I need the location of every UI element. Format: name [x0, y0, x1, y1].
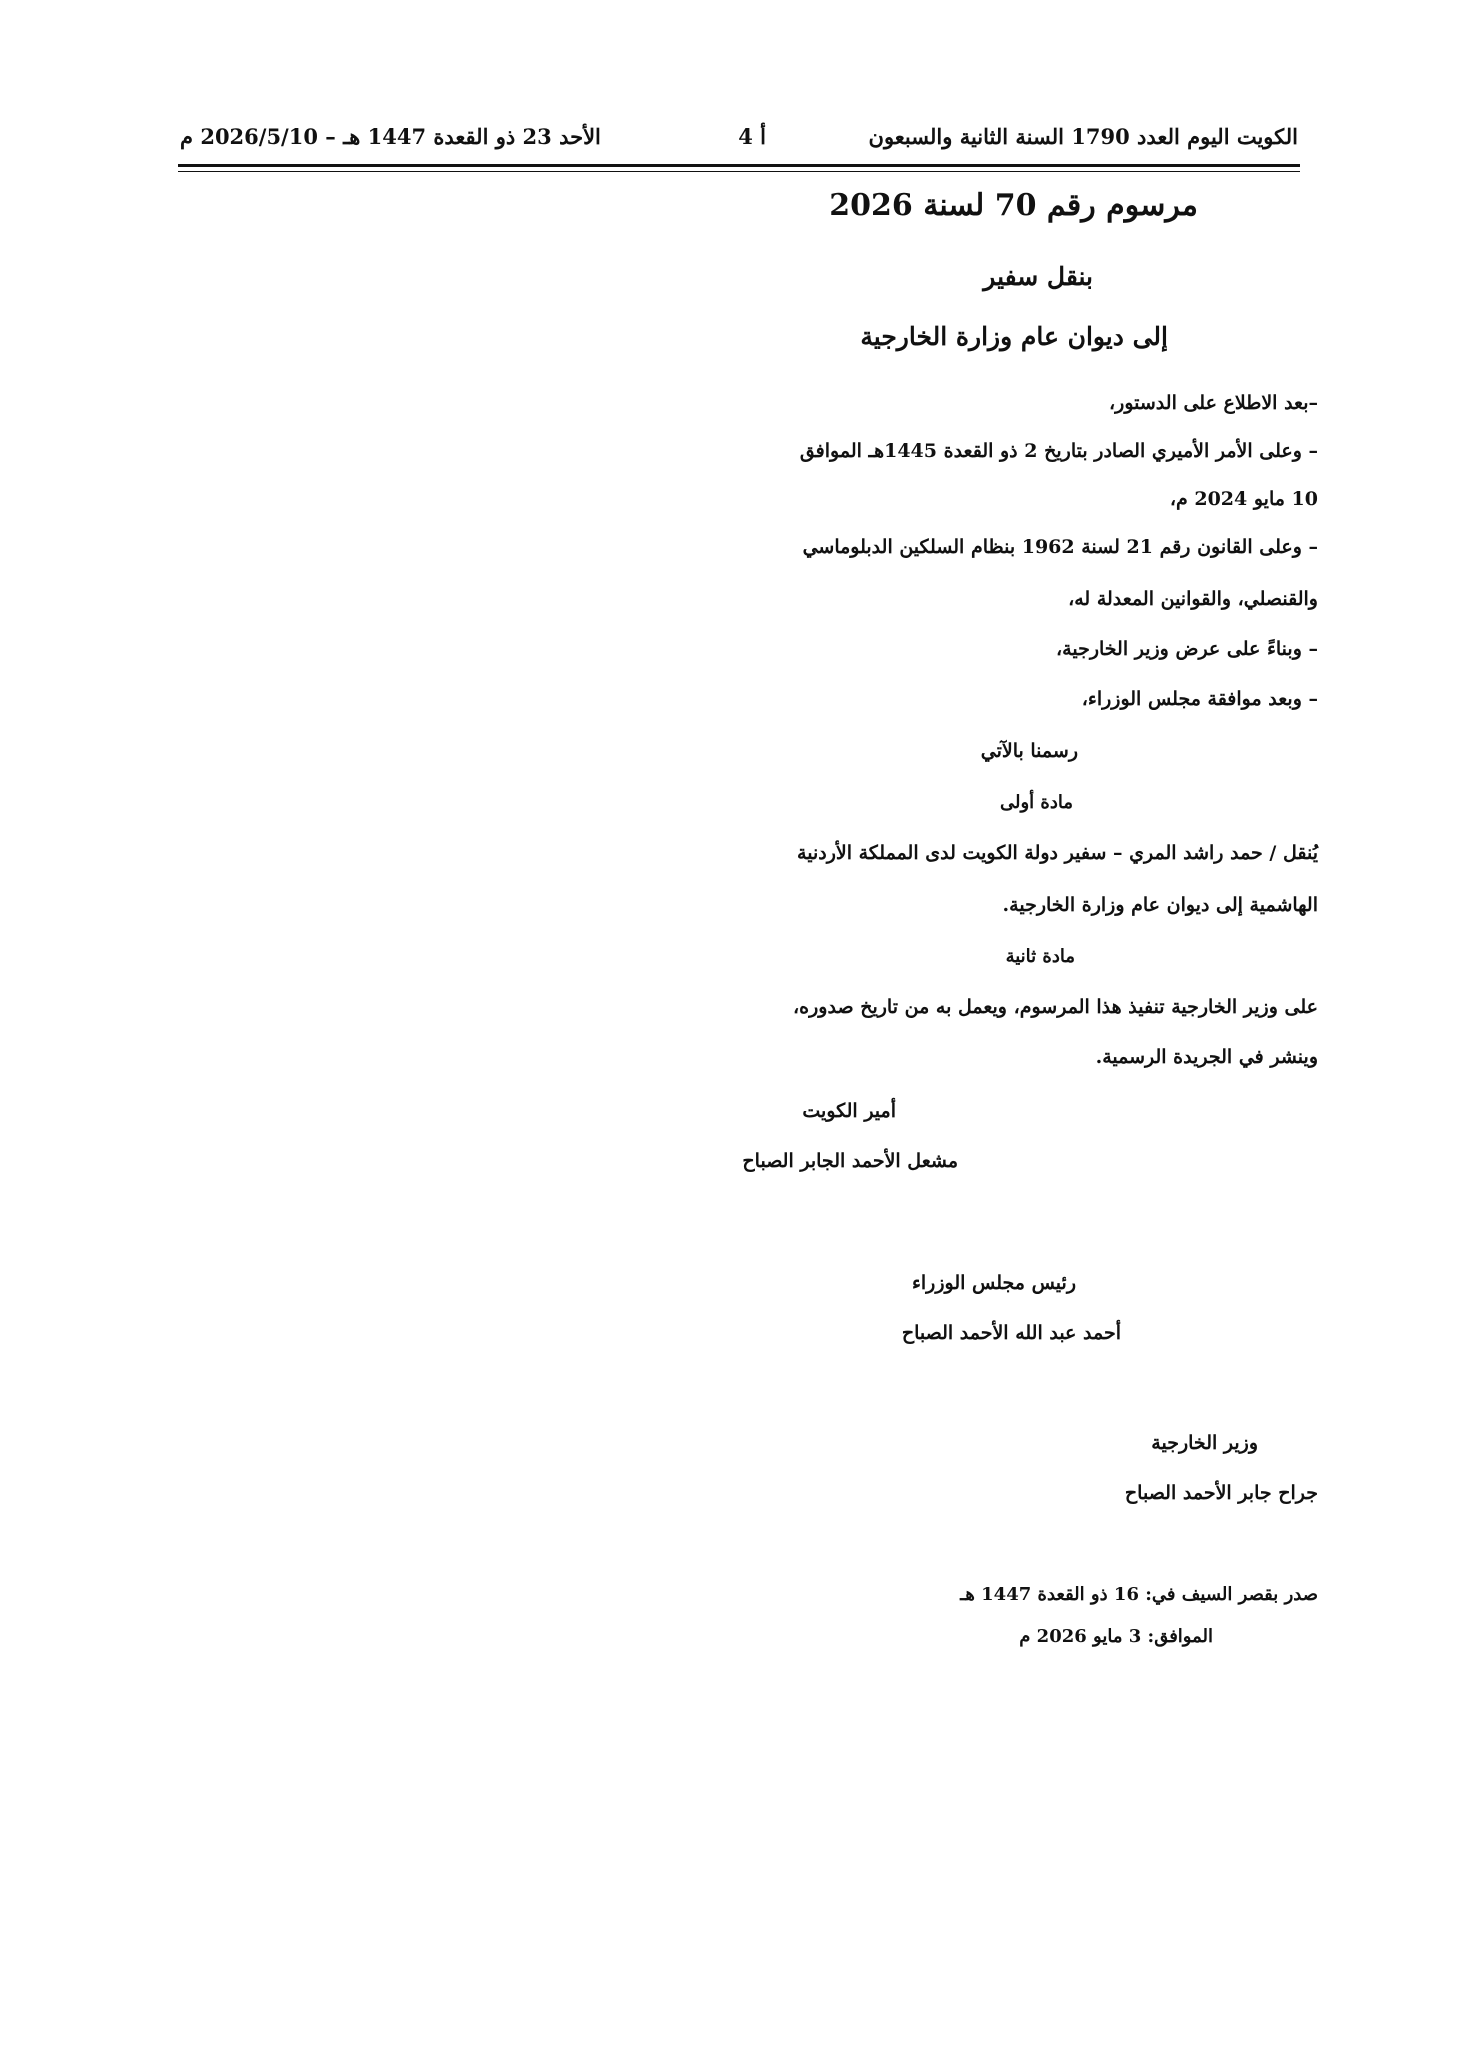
header-page-number: أ 4 [738, 124, 766, 149]
preamble-line-7: – وبعد موافقة مجلس الوزراء، [1081, 688, 1318, 710]
decree-title: مرسوم رقم 70 لسنة 2026 [829, 188, 1198, 223]
issued-gregorian-date: الموافق: 3 مايو 2026 م [1019, 1626, 1213, 1647]
foreign-minister-title: وزير الخارجية [1151, 1432, 1258, 1454]
preamble-line-1: –بعد الاطلاع على الدستور، [1109, 392, 1318, 414]
article-2-line-1: على وزير الخارجية تنفيذ هذا المرسوم، ويعمل به من تاريخ صدوره، [793, 996, 1318, 1018]
preamble-line-2: – وعلى الأمر الأميري الصادر بتاريخ 2 ذو القعدة 1445هـ الموافق [799, 440, 1318, 462]
preamble-line-4: – وعلى القانون رقم 21 لسنة 1962 بنظام السلكين الدبلوماسي [802, 536, 1318, 558]
preamble-line-3: 10 مايو 2024 م، [1169, 488, 1318, 510]
article-2-line-2: وينشر في الجريدة الرسمية. [1095, 1046, 1318, 1068]
prime-minister-title: رئيس مجلس الوزراء [911, 1272, 1076, 1294]
header-rule-thin [178, 171, 1300, 172]
decree-subtitle-2: إلى ديوان عام وزارة الخارجية [860, 322, 1168, 351]
header-rule-thick [178, 164, 1300, 167]
article-1-heading: مادة أولى [999, 792, 1073, 813]
foreign-minister-name: جراح جابر الأحمد الصباح [1124, 1482, 1318, 1504]
header-issue: الكويت اليوم العدد 1790 السنة الثانية والسبعون [868, 124, 1298, 149]
preamble-line-5: والقنصلي، والقوانين المعدلة له، [1068, 588, 1318, 610]
page-header [180, 118, 1298, 158]
emir-title: أمير الكويت [802, 1100, 896, 1122]
issued-place-date: صدر بقصر السيف في: 16 ذو القعدة 1447 هـ [960, 1584, 1318, 1605]
article-2-heading: مادة ثانية [1005, 946, 1075, 967]
prime-minister-name: أحمد عبد الله الأحمد الصباح [901, 1322, 1121, 1344]
header-date: الأحد 23 ذو القعدة 1447 هـ – 2026/5/10 م [180, 124, 601, 149]
article-1-line-2: الهاشمية إلى ديوان عام وزارة الخارجية. [1002, 894, 1318, 916]
article-1-line-1: يُنقل / حمد راشد المري – سفير دولة الكويت لدى المملكة الأردنية [797, 842, 1318, 864]
emir-name: مشعل الأحمد الجابر الصباح [742, 1150, 958, 1172]
preamble-line-6: – وبناءً على عرض وزير الخارجية، [1056, 638, 1318, 660]
decreed-statement: رسمنا بالآتي [980, 740, 1078, 762]
decree-subtitle-1: بنقل سفير [983, 262, 1093, 291]
